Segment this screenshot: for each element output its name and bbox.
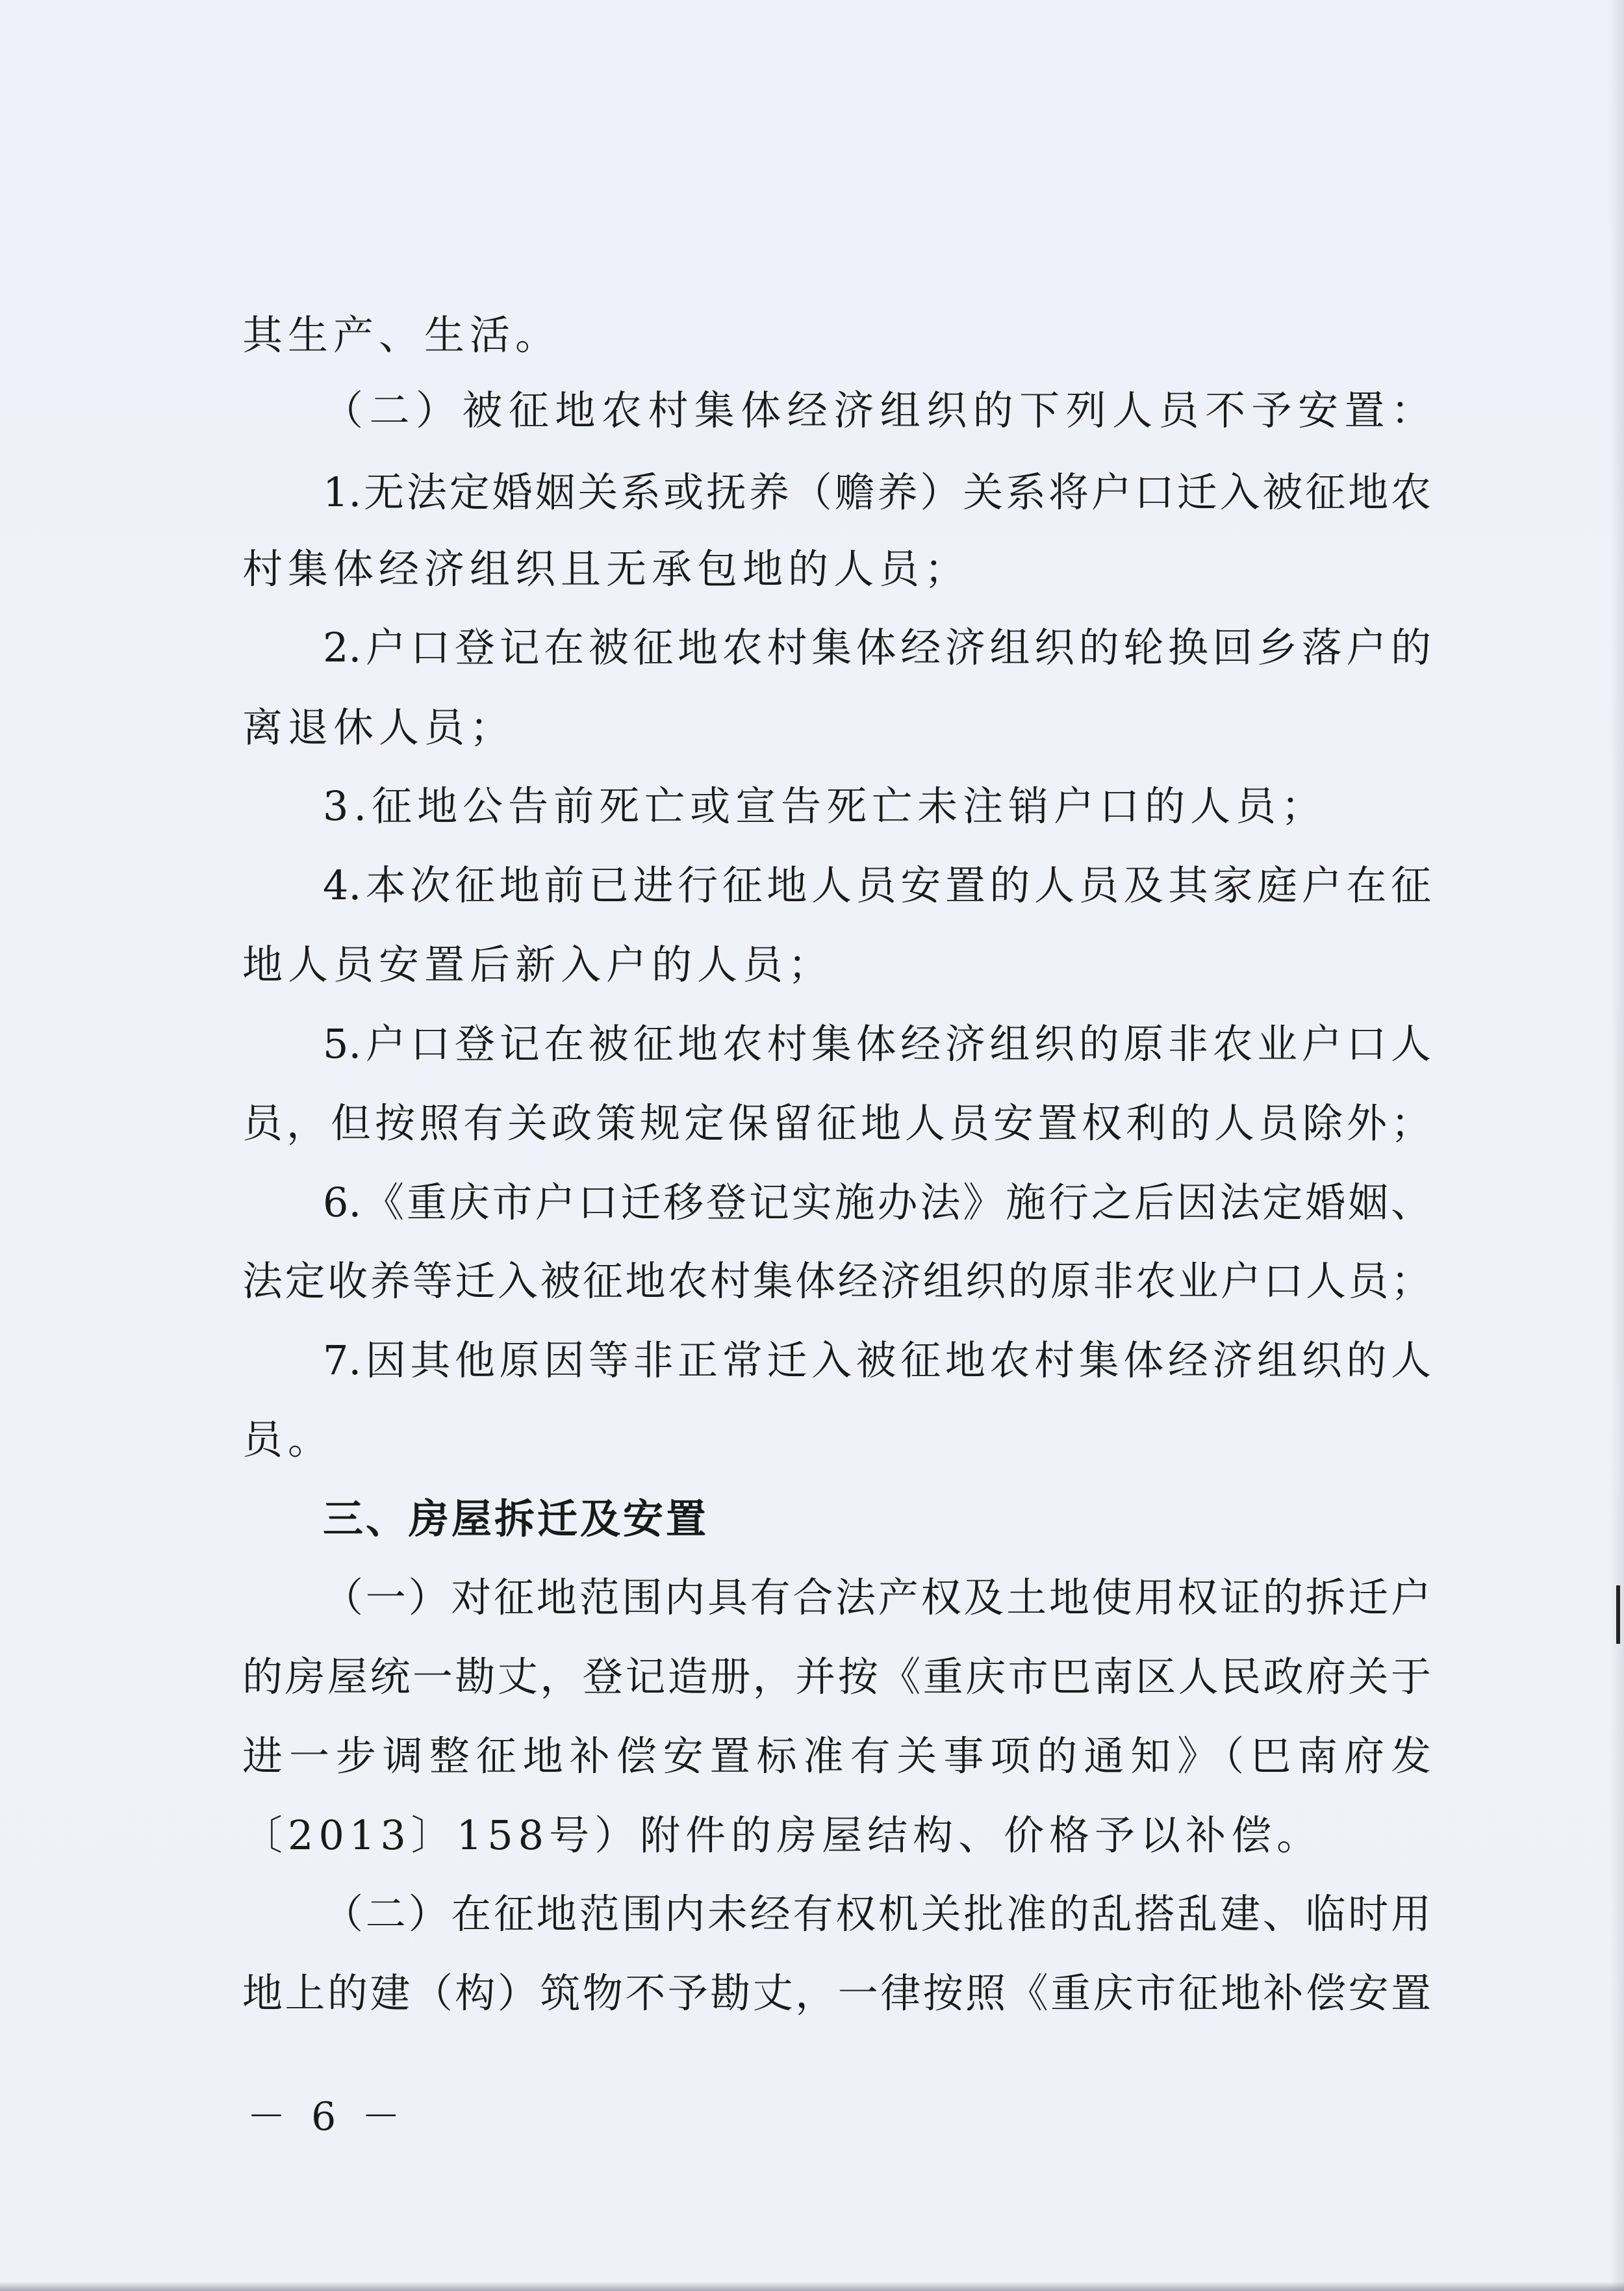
scan-shadow-bottom bbox=[0, 2282, 1624, 2291]
body-line-4: 村集体经济组织且无承包地的人员； bbox=[242, 545, 971, 593]
section-heading: 三、房屋拆迁及安置 bbox=[323, 1495, 709, 1542]
body-line-19: 进一步调整征地补偿安置标准有关事项的通知》（巴南府发 bbox=[242, 1732, 1431, 1780]
body-line-20: 〔2013〕158号）附件的房屋结构、价格予以补偿。 bbox=[242, 1811, 1323, 1859]
body-line-6: 离退休人员； bbox=[242, 704, 516, 751]
body-line-3: 1.无法定婚姻关系或抚养（赡养）关系将户口迁入被征地农 bbox=[323, 468, 1431, 516]
body-line-14: 7.因其他原因等非正常迁入被征地农村集体经济组织的人 bbox=[323, 1337, 1431, 1384]
body-line-9: 地人员安置后新入户的人员； bbox=[242, 941, 834, 988]
body-line-18: 的房屋统一勘丈，登记造册，并按《重庆市巴南区人民政府关于 bbox=[242, 1653, 1431, 1700]
body-line-1: 其生产、生活。 bbox=[242, 311, 561, 359]
body-line-2: （二）被征地农村集体经济组织的下列人员不予安置： bbox=[323, 387, 1431, 434]
body-line-13: 法定收养等迁入被征地农村集体经济组织的原非农业户口人员； bbox=[242, 1257, 1431, 1305]
body-line-12: 6.《重庆市户口迁移登记实施办法》施行之后因法定婚姻、 bbox=[323, 1179, 1431, 1226]
scan-shadow-right bbox=[1610, 0, 1624, 2291]
body-line-10: 5.户口登记在被征地农村集体经济组织的原非农业户口人 bbox=[323, 1020, 1431, 1068]
body-line-8: 4.本次征地前已进行征地人员安置的人员及其家庭户在征 bbox=[323, 862, 1431, 909]
body-line-22: 地上的建（构）筑物不予勘丈，一律按照《重庆市征地补偿安置 bbox=[242, 1969, 1431, 2017]
body-line-7: 3.征地公告前死亡或宣告死亡未注销户口的人员； bbox=[323, 782, 1327, 830]
scan-artifact-mark bbox=[1616, 1585, 1620, 1644]
body-line-17: （一）对征地范围内具有合法产权及土地使用权证的拆迁户 bbox=[323, 1574, 1431, 1621]
body-line-5: 2.户口登记在被征地农村集体经济组织的轮换回乡落户的 bbox=[323, 624, 1431, 671]
body-line-21: （二）在征地范围内未经有权机关批准的乱搭乱建、临时用 bbox=[323, 1890, 1431, 1938]
page-number: － 6 － bbox=[247, 2094, 407, 2140]
body-line-15: 员。 bbox=[242, 1416, 334, 1463]
body-line-11: 员，但按照有关政策规定保留征地人员安置权利的人员除外； bbox=[242, 1099, 1431, 1147]
